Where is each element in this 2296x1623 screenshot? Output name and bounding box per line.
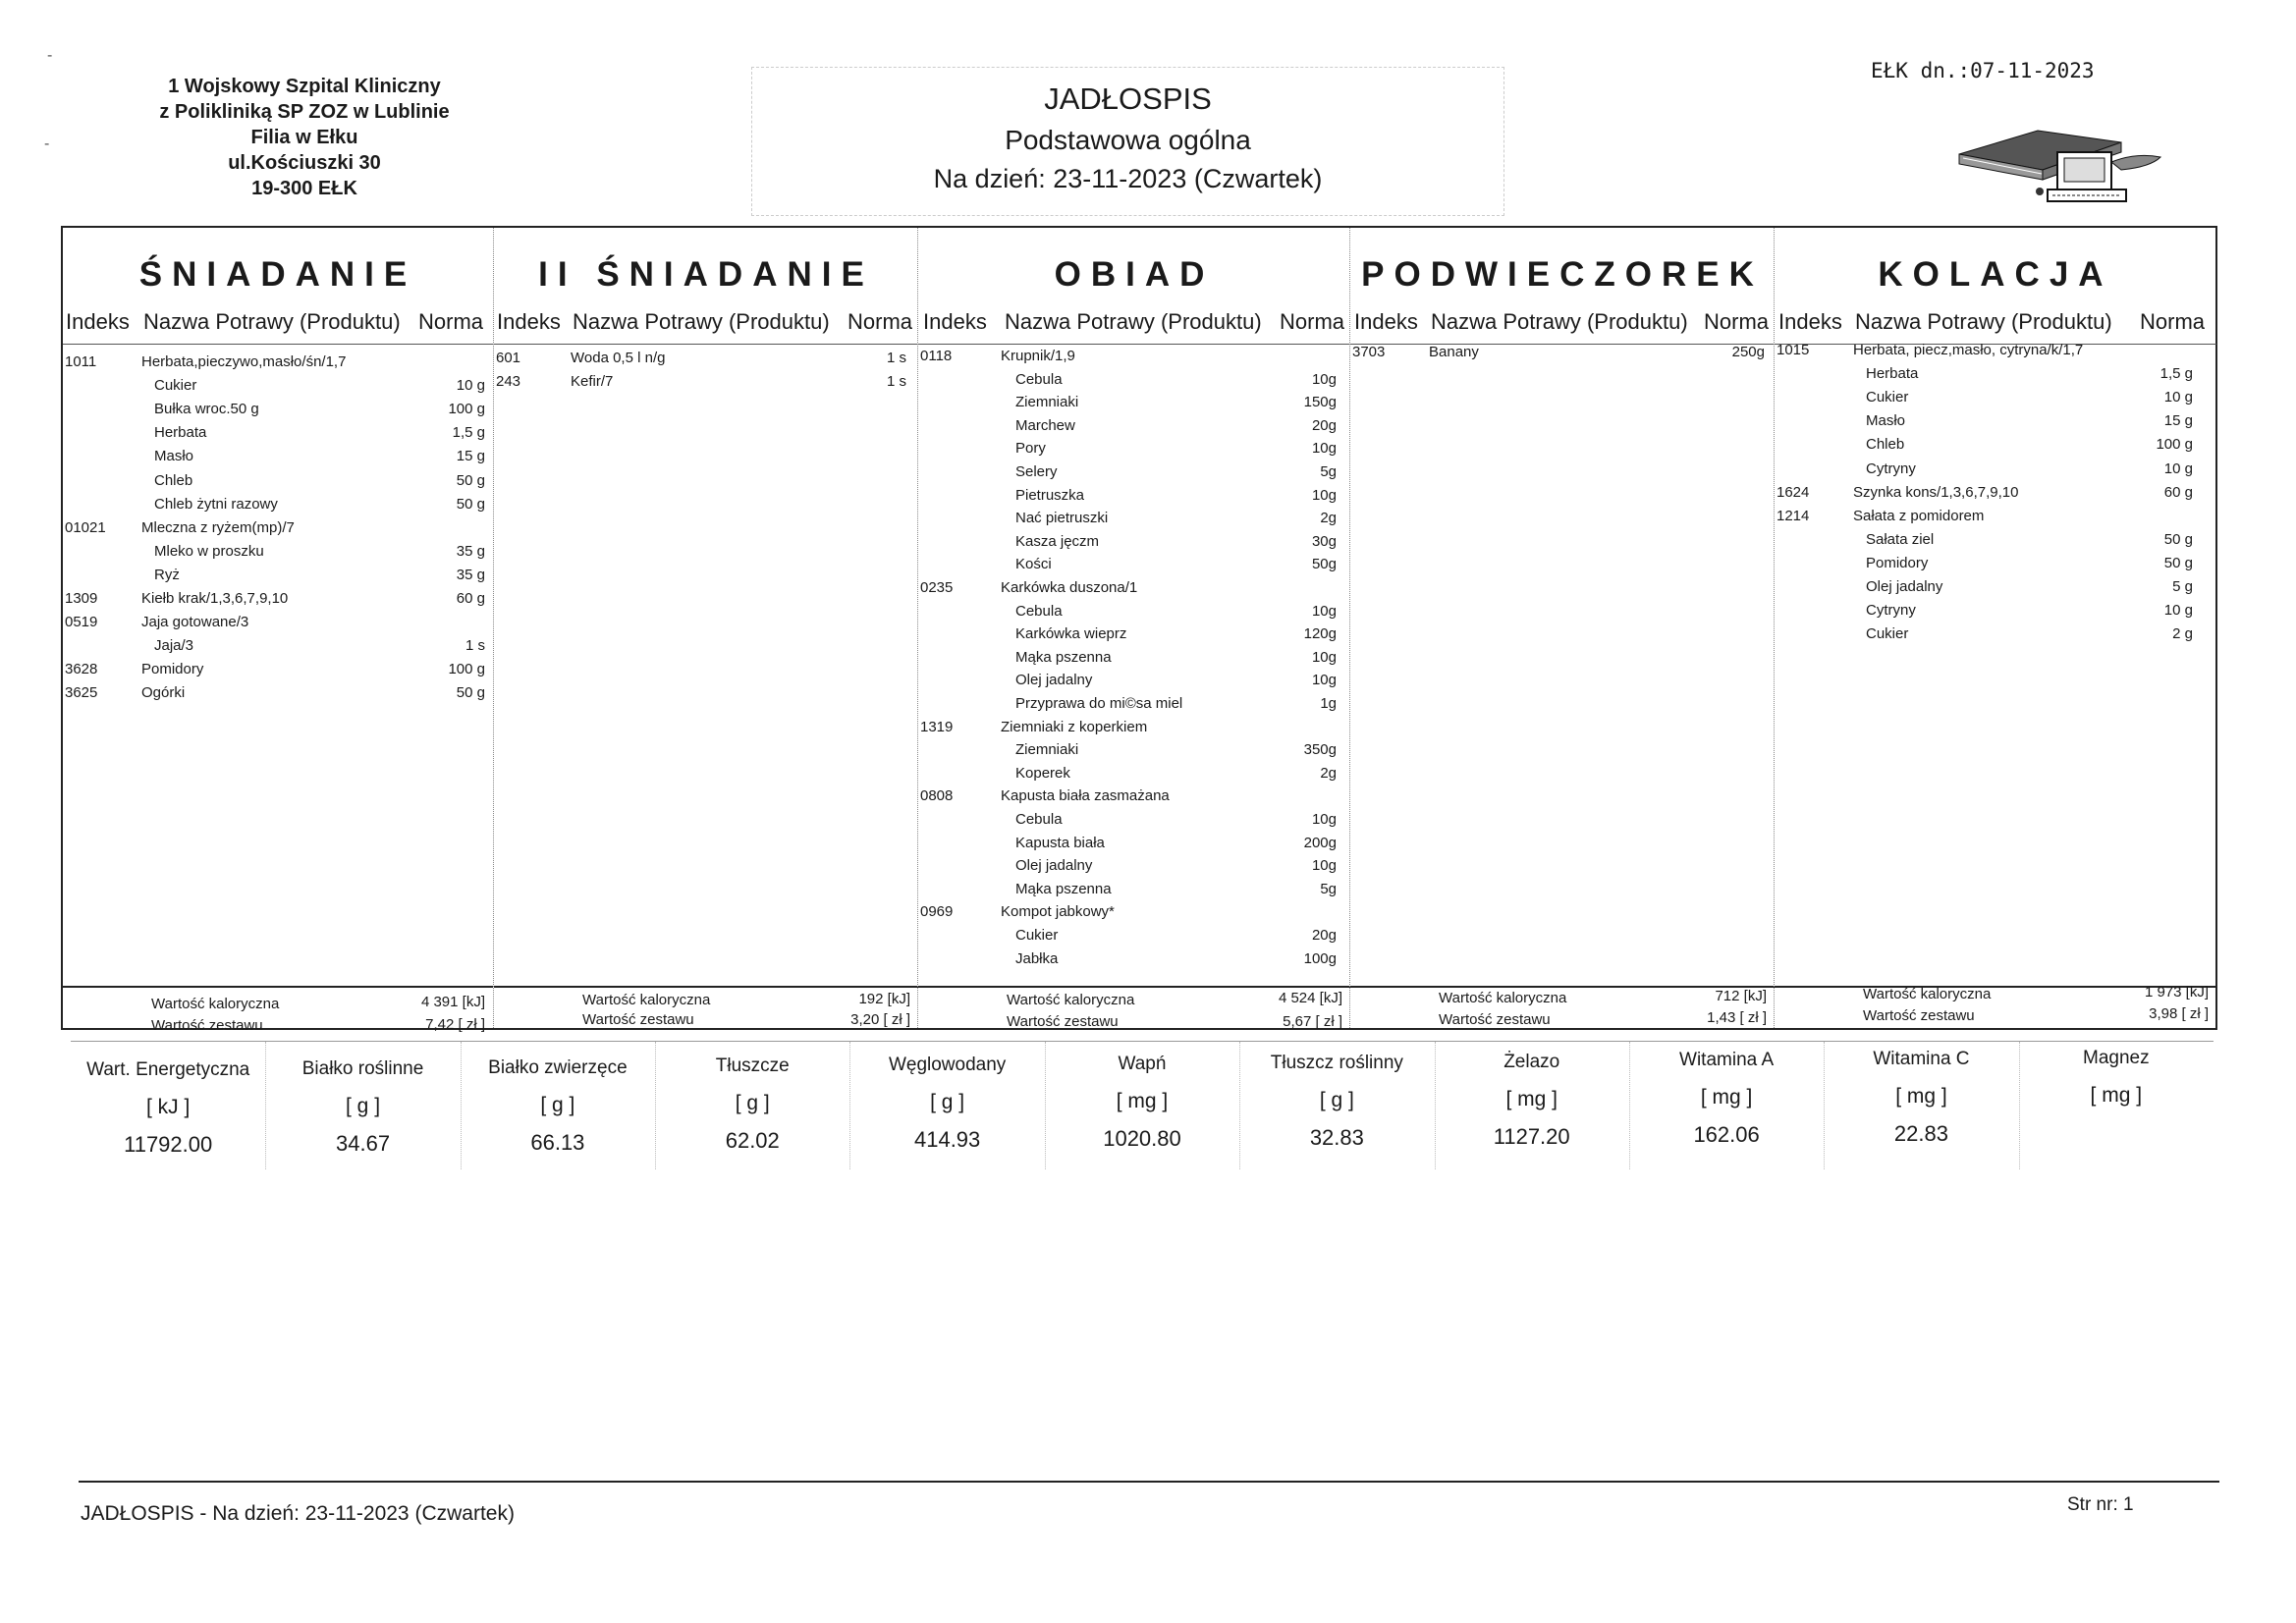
ingredient-row bbox=[920, 487, 1337, 507]
nutrient-label: Witamina A bbox=[1679, 1050, 1775, 1071]
dish-row bbox=[920, 787, 1337, 807]
diet-name: Podstawowa ogólna bbox=[1005, 125, 1251, 155]
ingredient-row bbox=[920, 857, 1337, 877]
meal-title: OBIAD bbox=[1054, 255, 1215, 294]
column-header-name: Nazwa Potrawy (Produktu) bbox=[1005, 309, 1262, 334]
ingredient-row bbox=[1777, 460, 2193, 480]
nutrition-summary bbox=[71, 1041, 2214, 1169]
meal-column-second-breakfast bbox=[493, 228, 918, 1028]
column-header-name: Nazwa Potrawy (Produktu) bbox=[143, 309, 401, 334]
ingredient-name: Olej jadalny bbox=[1015, 672, 1093, 689]
ingredient-row bbox=[65, 567, 485, 586]
meal-title: KOLACJA bbox=[1878, 255, 2113, 294]
dish-row bbox=[920, 579, 1337, 599]
dish-row bbox=[1777, 342, 2193, 361]
column-header-index: Indeks bbox=[1778, 309, 1842, 334]
energy-value: 1 973 [kJ] bbox=[2144, 984, 2209, 1001]
portion-norm: 2g bbox=[1320, 510, 1337, 527]
ingredient-row bbox=[1777, 531, 2193, 551]
portion-norm: 350g bbox=[1303, 741, 1337, 759]
dish-name: Kapusta biała zasmażana bbox=[1001, 787, 1170, 805]
ingredient-name: Olej jadalny bbox=[1015, 857, 1093, 875]
ingredient-name: Cebula bbox=[1015, 602, 1063, 620]
nutrient-unit: [ mg ] bbox=[1505, 1087, 1558, 1110]
dish-row bbox=[65, 661, 485, 680]
ingredient-name: Pomidory bbox=[1866, 554, 1929, 571]
meal-column-breakfast bbox=[63, 228, 493, 1034]
dish-index: 1624 bbox=[1777, 483, 1810, 501]
ingredient-row bbox=[1777, 602, 2193, 622]
institution-line: ul.Kościuszki 30 bbox=[228, 152, 381, 174]
dish-row bbox=[65, 684, 485, 704]
ingredient-name: Koperek bbox=[1015, 764, 1070, 782]
institution-line: z Polikliniką SP ZOZ w Lublinie bbox=[159, 101, 450, 123]
meal-summary bbox=[1350, 986, 1775, 1027]
portion-norm: 10g bbox=[1311, 648, 1337, 666]
cost-value: 3,98 [ zł ] bbox=[2149, 1005, 2209, 1022]
column-header-index: Indeks bbox=[66, 309, 130, 334]
column-header-index: Indeks bbox=[923, 309, 987, 334]
nutrient-value: 414.93 bbox=[913, 1127, 981, 1153]
meal-summary bbox=[1775, 986, 2216, 1027]
ingredient-row bbox=[920, 881, 1337, 900]
dish-row bbox=[920, 719, 1337, 738]
cost-value: 1,43 [ zł ] bbox=[1707, 1009, 1767, 1026]
portion-norm: 1 s bbox=[465, 637, 485, 655]
cost-label: Wartość zestawu bbox=[1007, 1013, 1119, 1030]
dish-index: 1015 bbox=[1777, 342, 1810, 358]
ingredient-row bbox=[920, 695, 1337, 715]
portion-norm: 1,5 g bbox=[452, 424, 485, 442]
column-header-norm: Norma bbox=[1704, 309, 1770, 334]
ingredient-row bbox=[65, 543, 485, 563]
ingredient-name: Przyprawa do mi©sa miel bbox=[1015, 695, 1183, 712]
cost-label: Wartość zestawu bbox=[582, 1011, 694, 1028]
ingredient-name: Mleko w proszku bbox=[154, 542, 264, 560]
portion-norm: 1 s bbox=[886, 350, 906, 366]
ingredient-row bbox=[65, 637, 485, 657]
portion-norm: 10g bbox=[1311, 486, 1337, 504]
portion-norm: 10g bbox=[1311, 672, 1337, 689]
energy-label: Wartość kaloryczna bbox=[1439, 990, 1567, 1006]
ingredient-row bbox=[65, 472, 485, 492]
ingredient-row bbox=[920, 649, 1337, 669]
dish-index: 601 bbox=[496, 350, 521, 366]
nutrient-label: Witamina C bbox=[1873, 1049, 1970, 1070]
nutrient-unit: [ mg ] bbox=[1116, 1090, 1169, 1112]
portion-norm: 15 g bbox=[456, 448, 485, 465]
nutrient-value: 62.02 bbox=[725, 1128, 780, 1154]
ingredient-row bbox=[65, 377, 485, 397]
portion-norm: 5 g bbox=[2172, 578, 2193, 595]
institution-block bbox=[118, 74, 491, 201]
portion-norm: 2g bbox=[1320, 764, 1337, 782]
nutrient-unit: [ kJ ] bbox=[146, 1096, 191, 1118]
ingredient-row bbox=[65, 424, 485, 444]
ingredient-row bbox=[920, 811, 1337, 831]
ingredient-row bbox=[920, 625, 1337, 645]
nutrition-cell bbox=[2019, 1040, 2214, 1152]
nutrient-label: Białko roślinne bbox=[301, 1057, 424, 1079]
ingredient-row bbox=[1777, 389, 2193, 408]
ingredient-name: Sałata ziel bbox=[1866, 530, 1935, 548]
portion-norm: 10 g bbox=[2163, 602, 2193, 620]
nutrient-unit: [ mg ] bbox=[1700, 1086, 1753, 1109]
portion-norm: 60 g bbox=[456, 590, 485, 607]
nutrition-cell bbox=[71, 1052, 265, 1163]
ingredient-name: Herbata bbox=[1866, 365, 1919, 383]
ingredient-name: Ziemniaki bbox=[1015, 741, 1079, 759]
ingredient-row bbox=[920, 394, 1337, 413]
ingredient-name: Marchew bbox=[1015, 416, 1075, 434]
nutrition-cell bbox=[1239, 1045, 1434, 1157]
portion-norm: 20g bbox=[1311, 416, 1337, 434]
cost-label: Wartość zestawu bbox=[151, 1017, 263, 1034]
nutrient-label: Magnez bbox=[2083, 1048, 2150, 1068]
dish-name: Kiełb krak/1,3,6,7,9,10 bbox=[141, 590, 289, 607]
portion-norm: 250g bbox=[1731, 344, 1765, 360]
ingredient-name: Kapusta biała bbox=[1015, 834, 1105, 851]
ingredient-row bbox=[65, 448, 485, 467]
ingredient-row bbox=[920, 741, 1337, 761]
nutrition-cell bbox=[1824, 1041, 2018, 1153]
ingredient-name: Cukier bbox=[1866, 625, 1909, 643]
ingredient-row bbox=[920, 463, 1337, 483]
nutrition-cell bbox=[461, 1050, 655, 1162]
portion-norm: 100 g bbox=[2156, 436, 2193, 454]
portion-norm: 200g bbox=[1303, 834, 1337, 851]
dish-index: 3703 bbox=[1352, 344, 1386, 360]
portion-norm: 30g bbox=[1311, 532, 1337, 550]
nutrient-unit: [ g ] bbox=[346, 1094, 381, 1117]
page-number: Str nr: 1 bbox=[2067, 1494, 2134, 1515]
nutrient-value: 34.67 bbox=[336, 1130, 391, 1156]
nutrient-label: Węglowodany bbox=[888, 1055, 1007, 1076]
ingredient-row bbox=[920, 765, 1337, 784]
ingredient-name: Cebula bbox=[1015, 811, 1063, 828]
dish-index: 1011 bbox=[65, 353, 97, 370]
portion-norm: 100 g bbox=[448, 661, 485, 678]
menu-date: Na dzień: 23-11-2023 (Czwartek) bbox=[933, 164, 1323, 193]
portion-norm: 10g bbox=[1311, 370, 1337, 388]
nutrient-unit: [ mg ] bbox=[2090, 1084, 2143, 1107]
ingredient-row bbox=[920, 672, 1337, 691]
dish-index: 0808 bbox=[920, 787, 954, 805]
ingredient-name: Cukier bbox=[154, 377, 197, 395]
portion-norm: 50g bbox=[1311, 556, 1337, 573]
dish-name: Krupnik/1,9 bbox=[1001, 348, 1075, 364]
portion-norm: 10 g bbox=[2163, 460, 2193, 477]
ingredient-name: Kości bbox=[1015, 556, 1052, 573]
ingredient-name: Olej jadalny bbox=[1866, 578, 1943, 595]
meal-title: II ŚNIADANIE bbox=[538, 255, 874, 294]
dish-row bbox=[1352, 344, 1765, 363]
dish-name: Mleczna z ryżem(mp)/7 bbox=[141, 518, 295, 536]
dish-row bbox=[65, 614, 485, 633]
column-header-name: Nazwa Potrawy (Produktu) bbox=[573, 309, 830, 334]
ingredient-name: Kasza jęczm bbox=[1015, 532, 1100, 550]
ingredient-row bbox=[1777, 625, 2193, 645]
nutrient-unit: [ mg ] bbox=[1895, 1085, 1947, 1109]
ingredient-name: Cukier bbox=[1866, 389, 1909, 406]
cost-label: Wartość zestawu bbox=[1439, 1011, 1551, 1028]
portion-norm: 35 g bbox=[456, 542, 485, 560]
footer-title: JADŁOSPIS - Na dzień: 23-11-2023 (Czwartek) bbox=[81, 1502, 515, 1525]
nutrient-label: Tłuszcze bbox=[715, 1055, 790, 1077]
portion-norm: 35 g bbox=[456, 566, 485, 583]
portion-norm: 10g bbox=[1311, 857, 1337, 875]
ingredient-row bbox=[1777, 555, 2193, 574]
energy-label: Wartość kaloryczna bbox=[151, 996, 280, 1012]
ingredient-name: Cukier bbox=[1015, 927, 1059, 944]
ingredient-name: Pory bbox=[1015, 440, 1046, 458]
meal-column-afternoon-snack bbox=[1349, 228, 1775, 1028]
energy-label: Wartość kaloryczna bbox=[1863, 986, 1992, 1002]
nutrition-cell bbox=[1629, 1042, 1824, 1154]
nutrition-cell bbox=[655, 1048, 849, 1160]
nutrient-value bbox=[2019, 1114, 2214, 1152]
dish-name: Ogórki bbox=[141, 684, 186, 702]
dish-index: 1319 bbox=[920, 718, 954, 735]
ingredient-row bbox=[1777, 436, 2193, 456]
ingredient-name: Bułka wroc.50 g bbox=[154, 401, 259, 418]
institution-line: 19-300 EŁK bbox=[251, 178, 357, 199]
meal-summary bbox=[494, 986, 918, 1027]
nutrient-label: Wart. Energetyczna bbox=[86, 1059, 250, 1080]
portion-norm: 20g bbox=[1311, 927, 1337, 944]
dish-name: Kompot jabkowy* bbox=[1001, 903, 1115, 921]
nutrient-label: Wapń bbox=[1118, 1054, 1167, 1074]
dish-name: Herbata, piecz,masło, cytryna/k/1,7 bbox=[1853, 342, 2084, 358]
ingredient-name: Nać pietruszki bbox=[1015, 510, 1109, 527]
ingredient-name: Chleb bbox=[154, 471, 193, 489]
cost-value: 5,67 [ zł ] bbox=[1283, 1013, 1342, 1030]
dish-index: 0118 bbox=[920, 348, 953, 364]
portion-norm: 60 g bbox=[2163, 483, 2193, 501]
dish-row bbox=[496, 373, 906, 393]
ingredient-row bbox=[920, 950, 1337, 970]
ingredient-row bbox=[920, 440, 1337, 460]
book-computer-icon bbox=[1949, 113, 2175, 211]
energy-value: 4 524 [kJ] bbox=[1278, 990, 1342, 1006]
ingredient-name: Mąka pszenna bbox=[1015, 648, 1112, 666]
meal-summary bbox=[63, 986, 493, 1034]
dish-row bbox=[1777, 484, 2193, 504]
dish-index: 3628 bbox=[65, 661, 98, 678]
ingredient-row bbox=[920, 603, 1337, 622]
dish-row bbox=[920, 348, 1337, 367]
ingredient-row bbox=[65, 496, 485, 515]
column-header-norm: Norma bbox=[847, 309, 913, 334]
ingredient-row bbox=[920, 556, 1337, 575]
cost-label: Wartość zestawu bbox=[1863, 1007, 1975, 1024]
ingredient-name: Cytryny bbox=[1866, 460, 1916, 477]
nutrient-unit: [ g ] bbox=[735, 1092, 770, 1115]
ingredient-row bbox=[920, 417, 1337, 437]
column-header-name: Nazwa Potrawy (Produktu) bbox=[1431, 309, 1688, 334]
ingredient-row bbox=[920, 371, 1337, 391]
cost-value: 3,20 [ zł ] bbox=[850, 1011, 910, 1028]
nutrient-label: Tłuszcz roślinny bbox=[1270, 1052, 1403, 1073]
dish-row bbox=[65, 590, 485, 610]
portion-norm: 5g bbox=[1320, 880, 1337, 897]
nutrient-value: 11792.00 bbox=[124, 1132, 213, 1157]
dish-index: 0969 bbox=[920, 903, 954, 921]
nutrition-cell bbox=[1435, 1044, 1629, 1156]
nutrient-value: 66.13 bbox=[530, 1129, 585, 1155]
dish-index: 0235 bbox=[920, 579, 954, 596]
nutrient-unit: [ g ] bbox=[540, 1093, 575, 1116]
column-header-norm: Norma bbox=[2140, 309, 2206, 334]
portion-norm: 1g bbox=[1320, 695, 1337, 712]
portion-norm: 50 g bbox=[456, 471, 485, 489]
nutrition-cell bbox=[265, 1051, 460, 1163]
energy-value: 4 391 [kJ] bbox=[420, 994, 485, 1010]
dish-name: Banany bbox=[1429, 344, 1479, 360]
nutrient-label: Żelazo bbox=[1503, 1051, 1560, 1072]
ingredient-name: Karkówka wieprz bbox=[1015, 625, 1127, 643]
cost-value: 7,42 [ zł ] bbox=[425, 1016, 485, 1033]
column-header-norm: Norma bbox=[1280, 309, 1345, 334]
ingredient-name: Pietruszka bbox=[1015, 486, 1085, 504]
energy-value: 712 [kJ] bbox=[1715, 988, 1767, 1004]
energy-label: Wartość kaloryczna bbox=[1007, 992, 1135, 1008]
portion-norm: 2 g bbox=[2172, 625, 2193, 643]
portion-norm: 10g bbox=[1311, 811, 1337, 828]
institution-line: 1 Wojskowy Szpital Kliniczny bbox=[168, 76, 441, 97]
dish-index: 1309 bbox=[65, 590, 98, 607]
portion-norm: 100 g bbox=[448, 401, 485, 418]
portion-norm: 50 g bbox=[2163, 554, 2193, 571]
portion-norm: 50 g bbox=[2163, 530, 2193, 548]
ingredient-row bbox=[920, 835, 1337, 854]
nutrient-unit: [ g ] bbox=[1319, 1088, 1354, 1111]
nutrient-unit: [ g ] bbox=[930, 1091, 965, 1114]
ingredient-name: Ryż bbox=[154, 566, 180, 583]
ingredient-name: Cebula bbox=[1015, 370, 1063, 388]
nutrient-value: 1020.80 bbox=[1103, 1126, 1181, 1151]
nutrient-value: 22.83 bbox=[1893, 1121, 1948, 1147]
dish-row bbox=[65, 519, 485, 539]
portion-norm: 1 s bbox=[886, 373, 906, 391]
portion-norm: 50 g bbox=[456, 684, 485, 702]
ingredient-name: Chleb żytni razowy bbox=[154, 495, 278, 513]
dish-name: Kefir/7 bbox=[571, 373, 614, 391]
ingredient-name: Jabłka bbox=[1015, 949, 1059, 967]
dish-row bbox=[496, 350, 906, 369]
portion-norm: 10g bbox=[1311, 440, 1337, 458]
dish-index: 243 bbox=[496, 373, 521, 391]
dish-name: Jaja gotowane/3 bbox=[141, 614, 249, 631]
meal-column-lunch bbox=[917, 228, 1350, 1028]
nutrition-cell bbox=[849, 1047, 1044, 1159]
column-header-index: Indeks bbox=[1354, 309, 1418, 334]
dish-name: Szynka kons/1,3,6,7,9,10 bbox=[1853, 483, 2019, 501]
portion-norm: 100g bbox=[1303, 949, 1337, 967]
nutrition-cell bbox=[1045, 1046, 1239, 1158]
dish-row bbox=[1777, 508, 2193, 527]
institution-line: Filia w Ełku bbox=[250, 127, 358, 148]
ingredient-row bbox=[920, 510, 1337, 529]
ingredient-name: Jaja/3 bbox=[154, 637, 194, 655]
portion-norm: 120g bbox=[1303, 625, 1337, 643]
energy-label: Wartość kaloryczna bbox=[582, 992, 711, 1008]
portion-norm: 50 g bbox=[456, 495, 485, 513]
ingredient-name: Chleb bbox=[1866, 436, 1905, 454]
dish-index: 1214 bbox=[1777, 507, 1810, 524]
dish-name: Karkówka duszona/1 bbox=[1001, 579, 1138, 596]
ingredient-name: Herbata bbox=[154, 424, 207, 442]
ingredient-row bbox=[920, 927, 1337, 947]
dish-name: Herbata,pieczywo,masło/śn/1,7 bbox=[141, 353, 347, 370]
nutrient-value: 1127.20 bbox=[1493, 1123, 1570, 1149]
dish-row bbox=[920, 903, 1337, 923]
menu-table bbox=[61, 226, 2217, 1034]
ingredient-name: Selery bbox=[1015, 463, 1058, 480]
column-header-name: Nazwa Potrawy (Produktu) bbox=[1855, 309, 2112, 334]
ingredient-row bbox=[1777, 412, 2193, 432]
dish-name: Sałata z pomidorem bbox=[1853, 507, 1985, 524]
portion-norm: 10 g bbox=[2163, 389, 2193, 406]
meal-summary bbox=[918, 986, 1350, 1030]
ingredient-row bbox=[1777, 365, 2193, 385]
footer-divider bbox=[79, 1481, 2219, 1483]
portion-norm: 10g bbox=[1311, 602, 1337, 620]
ingredient-row bbox=[1777, 578, 2193, 598]
portion-norm: 1,5 g bbox=[2159, 365, 2193, 383]
meal-column-supper bbox=[1774, 228, 2216, 1028]
ingredient-name: Masło bbox=[1866, 412, 1906, 430]
title-block bbox=[751, 67, 1504, 216]
column-header-norm: Norma bbox=[418, 309, 484, 334]
nutrient-label: Białko zwierzęce bbox=[488, 1056, 628, 1078]
dish-row bbox=[65, 353, 485, 373]
meal-title: ŚNIADANIE bbox=[138, 255, 417, 294]
meal-title: PODWIECZOREK bbox=[1361, 255, 1764, 294]
ingredient-name: Masło bbox=[154, 448, 194, 465]
dish-name: Woda 0,5 l n/g bbox=[571, 350, 666, 366]
dish-index: 3625 bbox=[65, 684, 98, 702]
portion-norm: 5g bbox=[1320, 463, 1337, 480]
ingredient-row bbox=[65, 401, 485, 420]
issue-date-stamp: EŁK dn.:07-11-2023 bbox=[1871, 59, 2095, 82]
portion-norm: 150g bbox=[1303, 394, 1337, 411]
dish-index: 01021 bbox=[65, 518, 106, 536]
column-header-index: Indeks bbox=[497, 309, 561, 334]
portion-norm: 10 g bbox=[456, 377, 485, 395]
ingredient-row bbox=[920, 533, 1337, 553]
dish-name: Pomidory bbox=[141, 661, 204, 678]
portion-norm: 15 g bbox=[2163, 412, 2193, 430]
ingredient-name: Ziemniaki bbox=[1015, 394, 1079, 411]
ingredient-name: Cytryny bbox=[1866, 602, 1916, 620]
ingredient-name: Mąka pszenna bbox=[1015, 880, 1112, 897]
dish-name: Ziemniaki z koperkiem bbox=[1001, 718, 1148, 735]
dish-index: 0519 bbox=[65, 614, 98, 631]
page-title: JADŁOSPIS bbox=[1044, 81, 1212, 116]
nutrient-value: 162.06 bbox=[1693, 1122, 1760, 1148]
nutrient-value: 32.83 bbox=[1309, 1124, 1364, 1150]
energy-value: 192 [kJ] bbox=[858, 991, 910, 1007]
